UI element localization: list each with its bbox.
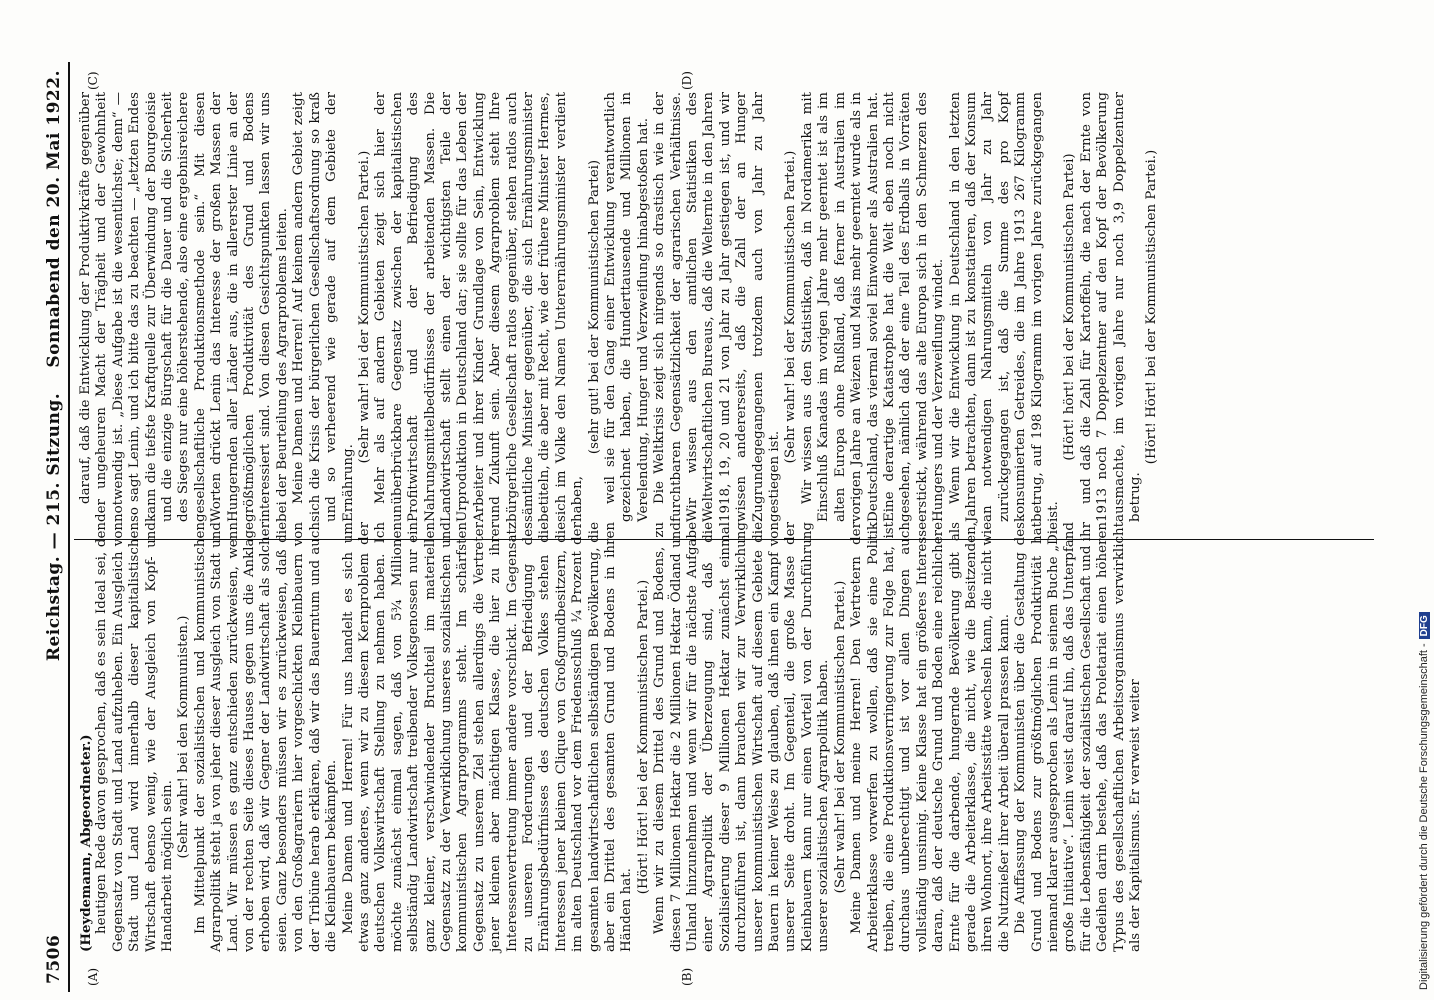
- interjection: (Sehr wahr! bei der Kommunistischen Partei.): [783, 150, 799, 464]
- interjection: (Sehr wahr! bei der Kommunistischen Partei.): [356, 150, 372, 464]
- interjection: (Hört! hört! bei der Kommunistischen Partei): [1062, 153, 1078, 461]
- margin-marker-c: (C): [86, 71, 100, 90]
- page-header: [40, 62, 68, 992]
- paragraph: heutigen Rede davon gesprochen, daß es sein Ideal sei, den Gegensatz von Stadt und Land aufzuheben. Ein Ausgleich von Stadt und Land wird innerhalb dieser kapitalistischen Wirtschaft ebenso wenig, wie der Ausgleich von Kopf- und Handarbeit möglich sein.: [94, 522, 176, 952]
- digitization-credit: [1418, 10, 1430, 990]
- margin-marker-d: (D): [680, 71, 694, 90]
- header-rule: [68, 62, 70, 992]
- paragraph: Die Auffassung der Kommunisten über die Gestaltung des Grund und Bodens zur größtmöglichen Produktivität hat niemand klarer ausgesprochen als Lenin in seinem Buche „Die große Initiative“. Lenin weist darauf hin, daß das Unterpfand für die Lebensfähigkeit der sozialistischen Gesellschaft und ihr Gedeihen darin bestehe, daß das Proletariat einen höheren Typus des gesellschaftlichen Arbeitsorganismus verwirklicht als der Kapitalismus. Er verweist weiter: [1013, 522, 1143, 952]
- interjection: (Sehr wahr! bei den Kommunisten.): [176, 615, 192, 859]
- paragraph: Im Mittelpunkt der sozialistischen und kommunistischen Agrarpolitik steht ja von jeher dieser Ausgleich von Stadt und Land. Wir müssen es ganz entschieden zurückweisen, wenn von der rechten Seite dieses Hauses gegen uns die Anklage erhoben wird, daß wir Gegner der Landwirtschaft als solcher seien. Ganz besonders müssen wir es zurückweisen, daß die von den Großagrariern hier vorgeschickten Kleinbauern von der Tribüne herab erklären, daß wir das Bauerntum und auch die Kleinbauern bekämpfen.: [192, 522, 340, 952]
- page-number: 7506: [44, 934, 64, 984]
- margin-marker-b: (B): [680, 967, 694, 986]
- paragraph: Die Weltkrisis zeigt sich nirgends so drastisch wie in der furchtbaren Gegensätzlichkeit der agrarischen Verhältnisse. Wir wissen aus den amtlichen Statistiken des Weltwirtschaftlichen Bureaus, daß die Welternte in den Jahren 1918, 19, 20 und 21 von Jahr zu Jahr gestiegen ist, und wir wissen andererseits, daß die Zahl der an Hunger Zugrundegegangenen trotzdem auch von Jahr zu Jahr gestiegen ist.: [652, 92, 783, 522]
- paragraph: Mehr als auf andern Gebieten zeigt sich hier der unüberbrückbare Gegensatz zwischen der kapitalistischen Profitwirtschaft und der Befriedigung des Nahrungsmittelbedürfnisses der arbeitenden Massen. Die Landwirtschaft stellt einen der wichtigsten Teile der Urproduktion in Deutschland dar; sie sollte für das Leben der Arbeiter und ihrer Kinder Grundlage von Sein, Entwicklung und Zukunft sein. Aber diesem Agrarproblem steht Ihre bürgerliche Gesellschaft ratlos gegenüber, stehen ratlos auch sämtliche Minister gegenüber, die sich Ernährungsminister betiteln, die aber mit Recht, wie der frühere Minister Hermes, sich im Volke den Namen Unterernährungsminister verdient haben,: [373, 92, 586, 522]
- paragraph: und daß die Zahl für Kartoffeln, die nach der Ernte von 1913 noch 7 Doppelzentner auf den Kopf der Bevölkerung ausmachte, im vorigen Jahre nur noch 3,9 Doppelzentner betrug.: [1078, 92, 1143, 522]
- interjection: (Hört! Hört! bei der Kommunistischen Partei.): [635, 579, 651, 895]
- interjection: (Sehr wahr! bei der Kommunistischen Partei.): [832, 580, 848, 894]
- right-column: [78, 92, 1358, 522]
- dfg-logo: DFG: [1419, 612, 1430, 639]
- paragraph: Wir wissen aus den Statistiken, daß in Nordamerika mit Einschluß Kanadas im vorigen Jahre mehr geerntet ist als im alten Europa ohne Rußland, daß ferner in Australien im vorigen Jahre an Weizen und Mais mehr geerntet wurde als in Deutschland, das viermal soviel Einwohner als Australien hat. Eine derartige Katastrophe hat die Welt eben noch nicht gesehen, nämlich daß der eine Teil des Erdballs in Vorräten erstickt, während das alte Europa sich in den Schmerzen des Hungers und der Verzweiflung windet.: [799, 92, 947, 522]
- speaker-line: (Heydemann, Abgeordneter.): [78, 734, 94, 952]
- left-column: [78, 522, 1358, 952]
- interjection: (Hört! Hört! bei der Kommunistischen Partei.): [1144, 149, 1160, 465]
- session-date: Sonnabend den 20. Mai 1922.: [44, 70, 64, 368]
- paragraph: Meine Damen und meine Herren! Den Vertretern der Arbeiterklasse vorwerfen zu wollen, daß sie eine Politik treiben, die eine Produktionsverringerung zur Folge hat, ist durchaus unberechtigt und ist vor allen Dingen auch vollständig unsinnig. Keine Klasse hat ein größeres Interesse daran, daß der deutsche Grund und Boden eine reichlichere Ernte für die darbende, hungernde Bevölkerung gibt als gerade die Arbeiterklasse, die nicht, wie die Besitzenden, ihren Wohnort, ihre Arbeitsstätte wechseln kann, die nicht wie die Nutznießer ihrer Arbeit überall prassen kann.: [849, 522, 1012, 952]
- paragraph: Meine Damen und Herren! Auf keinem andern Gebiet zeigt sich die Krisis der bürgerlichen Gesellschaftsordnung so kraß und so verheerend wie gerade auf dem Gebiete der Ernährung.: [291, 92, 356, 522]
- interjection: (sehr gut! bei der Kommunistischen Partei): [586, 159, 602, 455]
- paragraph: Wenn wir zu diesem Drittel des Grund und Bodens, zu diesen 7 Millionen Hektar die 2 Millionen Hektar Ödland und Unland hinzunehmen und wenn wir für die nächste Aufgabe einer Agrarpolitik der Überzeugung sind, daß die Sozialisierung dieser 9 Millionen Hektar zunächst einmal durchzuführen ist, dann brauchen wir zur Verwirklichung unserer kommunistischen Wirtschaft auf diesem Gebiete die Bauern in keiner Weise zu glauben, daß ihnen ein Kampf von unserer Seite droht. Im Gegenteil, die große Masse der Kleinbauern kann nur einen Vorteil von der Durchführung unserer sozialistischen Agrarpolitik haben.: [652, 522, 832, 952]
- paragraph: darauf, daß die Entwicklung der Produktivkräfte gegenüber der ungeheuren Macht der Trägheit und der Gewohnheit notwendig ist. „Diese Aufgabe ist die wesentlichste; denn“ — so sagt Lenin, und ich bitte das zu beachten — „letzten Endes kann die tiefste Kraftquelle zur Überwindung der Bourgeoisie und die einzige Bürgschaft für die Dauer und die Sicherheit des Sieges nur eine höherstehende, also eine ergebnisreichere gesellschaftliche Produktionsmethode sein.“ Mit diesen Worten drückt Lenin das Interesse der großen Massen der Hungernden aller Länder aus, die in allererster Linie an der größtmöglichen Produktivität des Grund und Bodens interessiert sind. Von diesen Gesichtspunkten lassen wir uns bei der Beurteilung des Agrarproblems leiten.: [78, 92, 290, 522]
- rotated-page-content: [40, 62, 1380, 992]
- paragraph: Meine Damen und Herren! Für uns handelt es sich um etwas ganz anderes, wenn wir zu diesem Kernproblem der deutschen Volkswirtschaft Stellung zu nehmen haben. Ich möchte zunächst einmal sagen, daß von 5¾ Millionen selbständig Landwirtschaft treibender Volksgenossen nur ein ganz kleiner, verschwindender Bruchteil im materiellen Gegensatz zu der Verwirklichung unseres sozialistischen und kommunistischen Agrarprogramms steht. Im schärfsten Gegensatz zu unserem Ziel stehen allerdings die Vertreter jener kleinen aber mächtigen Klasse, die hier zu ihrer Interessenvertretung immer andere vorschickt. Im Gegensatz zu unseren Forderungen und der Befriedigung des Ernährungsbedürfnisses des deutschen Volkes stehen die Interessen jener kleinen Clique von Großgrundbesitzern, die im alten Deutschland vor dem Friedensschluß ¼ Prozent der gesamten landwirtschaftlichen selbständigen Bevölkerung, die aber ein Drittel des gesamten Grund und Bodens in ihren Händen hat.: [340, 522, 635, 952]
- session-title: Reichstag. — 215. Sitzung.: [44, 392, 64, 662]
- margin-marker-a: (A): [86, 967, 100, 986]
- credit-text: Digitalisierung gefördert durch die Deutsche Forschungsgemeinschaft -: [1418, 643, 1430, 990]
- paragraph: weil sie für den Gang einer Entwicklung verantwortlich gezeichnet haben, die Hunderttausende und Millionen in Verelendung, Hunger und Verzweiflung hinabgestoßen hat.: [603, 92, 651, 522]
- paragraph: Wenn wir die Entwicklung in Deutschland in den letzten Jahren betrachten, dann ist zu konstatieren, daß der Konsum an notwendigen Nahrungsmitteln von Jahr zu Jahr zurückgegangen ist, daß die Summe des pro Kopf konsumierten Getreides, die im Jahre 1913 267 Kilogramm betrug, auf 198 Kilogramm im vorigen Jahre zurückgegangen ist.: [947, 92, 1061, 522]
